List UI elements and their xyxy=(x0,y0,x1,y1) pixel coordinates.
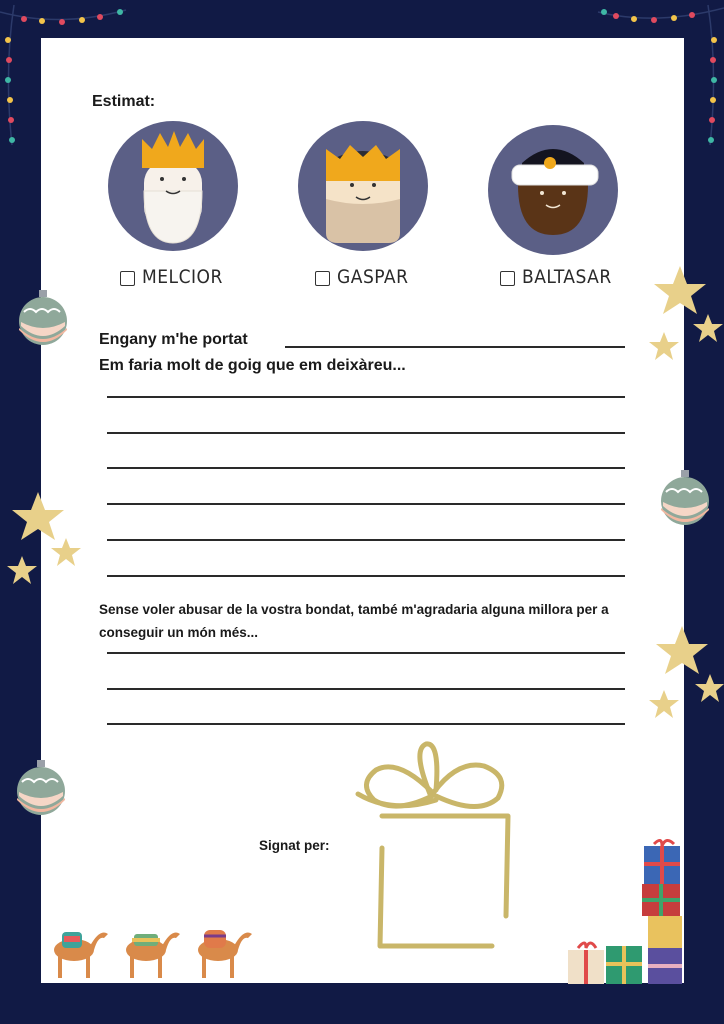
baltasar-name: BALTASAR xyxy=(522,266,612,288)
wish-write-line[interactable] xyxy=(107,432,625,434)
baltasar-king-icon xyxy=(488,125,618,255)
gift-box-outline-icon xyxy=(352,740,517,955)
better-world-label: Sense voler abusar de la vostra bondat, també m'agradaria alguna millora per a conseguir un món més... xyxy=(99,602,609,640)
better-world-write-line[interactable] xyxy=(107,723,625,725)
wish-write-line[interactable] xyxy=(107,503,625,505)
wish-write-line[interactable] xyxy=(107,467,625,469)
gaspar-name: GASPAR xyxy=(337,266,409,288)
better-world-write-line[interactable] xyxy=(107,688,625,690)
signed-label: Signat per: xyxy=(259,838,330,853)
gift-stack-icon xyxy=(566,840,684,985)
wish-write-line[interactable] xyxy=(107,539,625,541)
brought-label: Engany m'he portat xyxy=(99,331,248,348)
right-ornament-ball-icon xyxy=(660,470,710,526)
left-stars-icon xyxy=(0,490,90,595)
gaspar-king-icon xyxy=(298,121,428,251)
right-lower-stars-icon xyxy=(640,622,724,727)
better-world-write-line[interactable] xyxy=(107,652,625,654)
greeting-label: Estimat: xyxy=(92,93,156,110)
camel-caravan-icon xyxy=(44,920,264,982)
baltasar-checkbox[interactable] xyxy=(500,271,515,286)
wish-label: Em faria molt de goig que em deixàreu... xyxy=(99,357,406,374)
left-lower-ornament-ball-icon xyxy=(16,760,66,816)
left-ornament-ball-icon xyxy=(18,290,68,346)
wish-write-line[interactable] xyxy=(107,396,625,398)
melcior-checkbox[interactable] xyxy=(120,271,135,286)
right-upper-stars-icon xyxy=(640,262,724,372)
gaspar-checkbox[interactable] xyxy=(315,271,330,286)
melcior-king-icon xyxy=(108,121,238,251)
wish-write-line[interactable] xyxy=(107,575,625,577)
brought-write-line[interactable] xyxy=(285,346,625,348)
melcior-name: MELCIOR xyxy=(142,266,223,288)
